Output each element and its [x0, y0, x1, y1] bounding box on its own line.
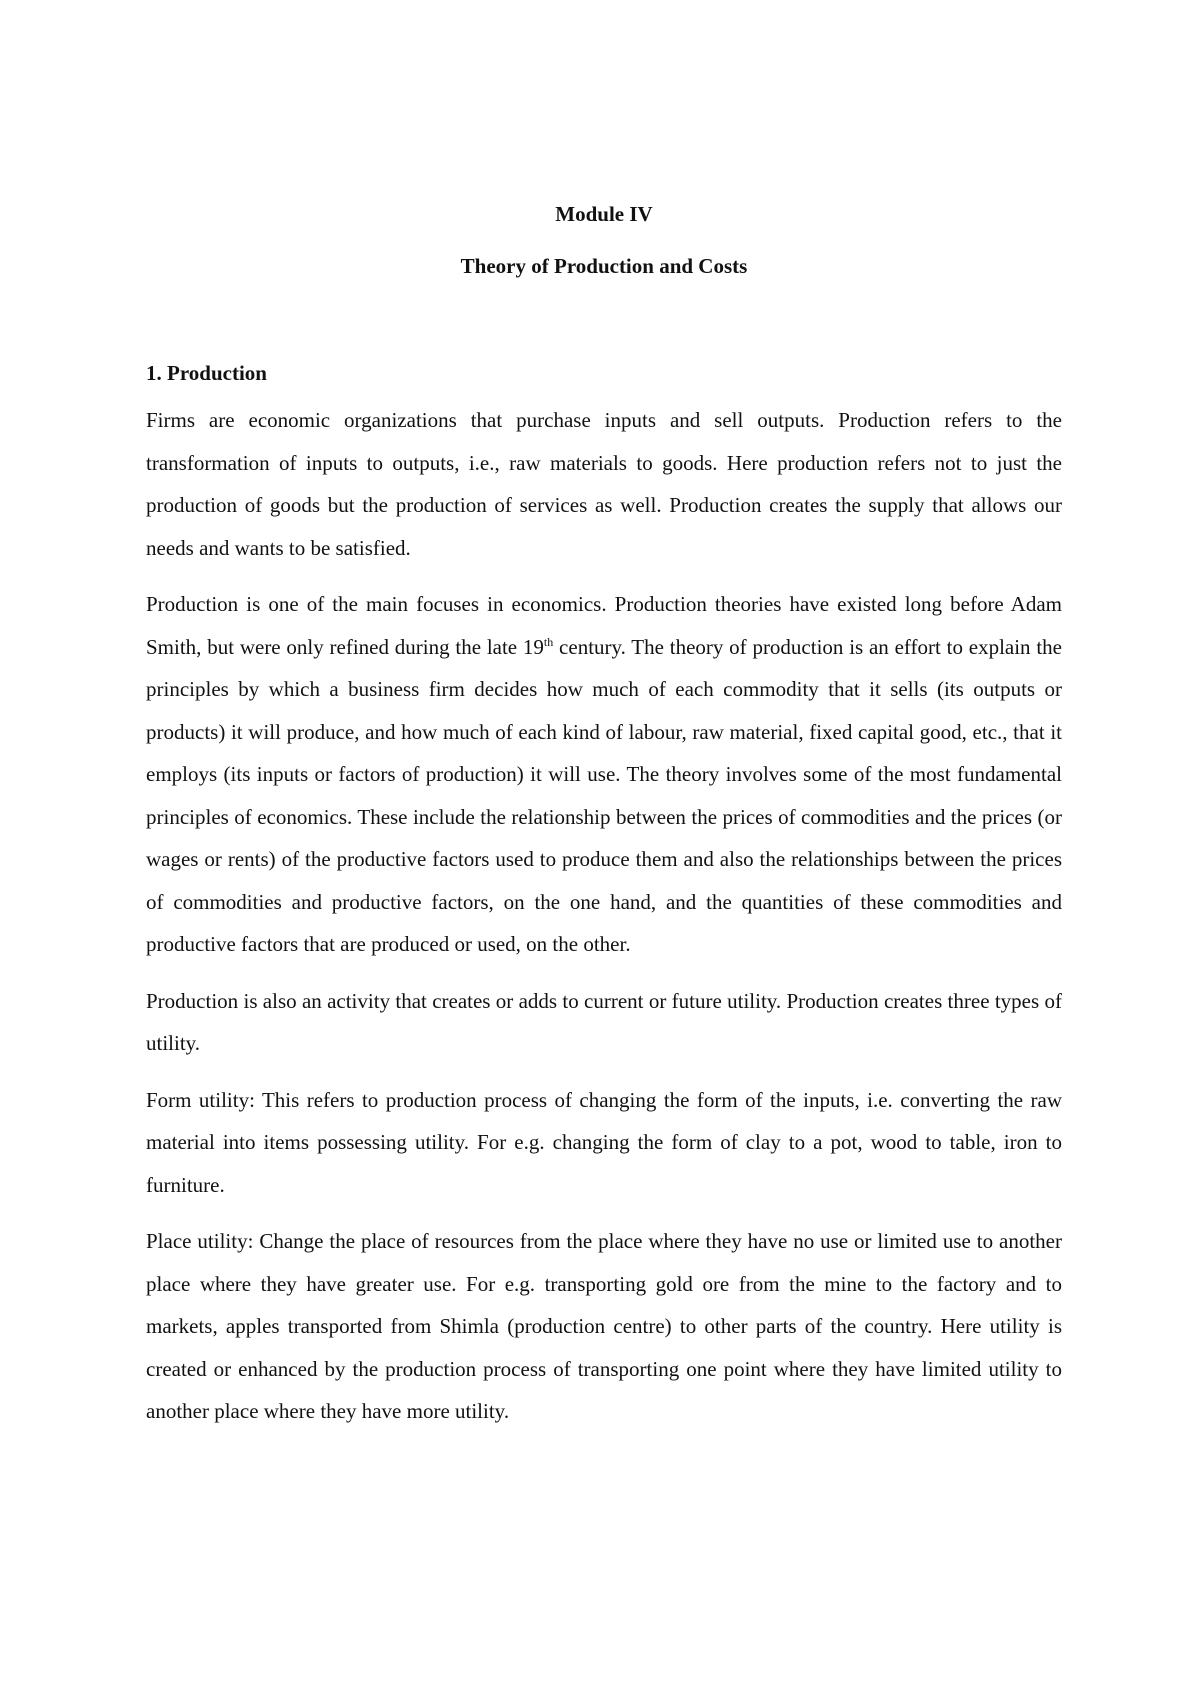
paragraph-production-theory-part-2: century. The theory of production is an effort to explain the principles by which a business firm decides how much of each commodity that it sells (its outputs or products) it will produce, and how much of each kind of labour, raw material, fixed capital good, etc., that it employs (its inputs or factors of production) it will use. The theory involves some of the most fundamental principles of economics. These include the relationship between the prices of commodities and the prices (or wages or rents) of the productive factors used to produce them and also the relationships between the prices of commodities and productive factors, on the one hand, and the quantities of these commodities and productive factors that are produced or used, on the other. — [146, 634, 1062, 956]
section-heading: 1. Production — [146, 361, 267, 385]
paragraph-production-theory-part-1: Production is one of the main focuses in economics. Production theories have existed long before Adam Smith, but were only refined during the late 19 — [146, 592, 1062, 659]
paragraph-firms: Firms are economic organizations that purchase inputs and sell outputs. Production refers to the transformation of inputs to outputs, i.e., raw materials to goods. Here production refers not to just the production of goods but the production of services as well. Production creates the supply that allows our needs and wants to be satisfied. — [146, 408, 1062, 560]
paragraph-utility-intro: Production is also an activity that creates or adds to current or future utility. Production creates three types of utility. — [146, 988, 1062, 1055]
paragraph-production-theory — [146, 583, 1062, 966]
module-title: Module IV — [555, 202, 653, 226]
superscript-th: th — [543, 634, 554, 649]
paragraph-form-utility: Form utility: This refers to production process of changing the form of the inputs, i.e. converting the raw material into items possessing utility. For e.g. changing the form of clay to a pot, wood to table, iron to furniture. — [146, 1087, 1062, 1197]
module-subtitle: Theory of Production and Costs — [460, 254, 748, 278]
paragraph-place-utility: Place utility: Change the place of resources from the place where they have no use or limited use to another place where they have greater use. For e.g. transporting gold ore from the mine to the factory and to markets, apples transported from Shimla (production centre) to other parts of the country. Here utility is created or enhanced by the production process of transporting one point where they have limited utility to another place where they have more utility. — [146, 1229, 1062, 1423]
